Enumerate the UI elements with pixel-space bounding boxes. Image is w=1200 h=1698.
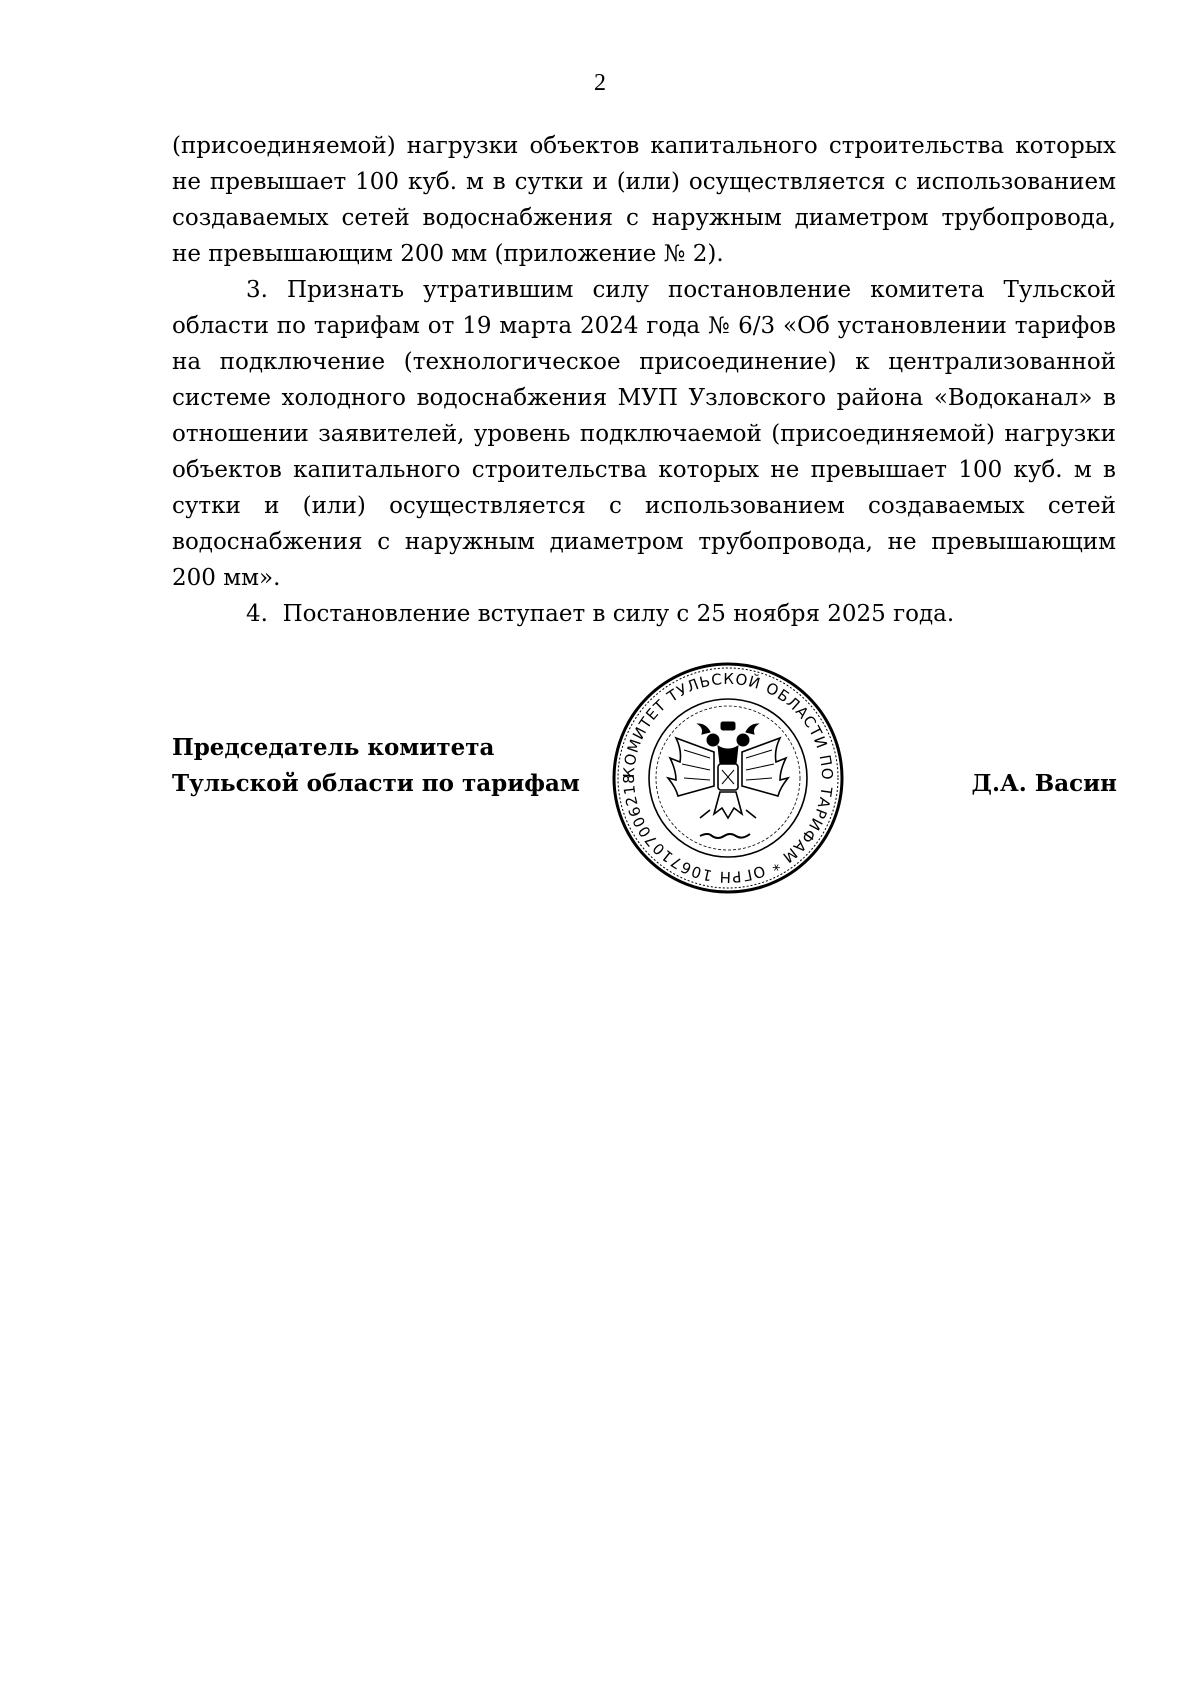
paragraph-item-4: 4. Постановление вступает в силу с 25 ноября 2025 года. — [246, 601, 955, 627]
double-headed-eagle-emblem — [668, 722, 788, 818]
signatory-name: Д.А. Васин — [971, 770, 1117, 797]
signatory-title-line-2: Тульской области по тарифам — [172, 770, 580, 797]
paragraph-item-3: 3. Признать утратившим силу постановление комитета Тульской области по тарифам от 19 марта 2024 года № 6/3 «Об установлении тарифов на подключение (технологическое присоединение) к централизованной системе холодного водоснабжения МУП Узловского района «Водоканал» в отношении заявителей, уровень подключаемой (присоединяемой) нагрузки объектов капитального строительства которых не превышает 100 куб. м в сутки и (или) осуществляется с использованием создаваемых сетей водоснабжения с наружным диаметром трубопровода, не превышающим 200 мм». — [172, 277, 1116, 591]
official-seal-icon — [610, 660, 846, 896]
signatory-title-line-1: Председатель комитета — [172, 734, 495, 761]
seal-outer-text: КОМИТЕТ ТУЛЬСКОЙ ОБЛАСТИ ПО ТАРИФАМ * ОГРН 1067107006218 — [619, 669, 837, 887]
page-number: 2 — [594, 70, 606, 96]
signatory-title — [172, 730, 580, 802]
document-body — [172, 128, 1116, 632]
paragraph-continuation: (присоединяемой) нагрузки объектов капитального строительства которых не превышает 100 куб. м в сутки и (или) осуществляется с использованием создаваемых сетей водоснабжения с наружным диаметром трубопровода, не превышающим 200 мм (приложение № 2). — [172, 133, 1116, 267]
